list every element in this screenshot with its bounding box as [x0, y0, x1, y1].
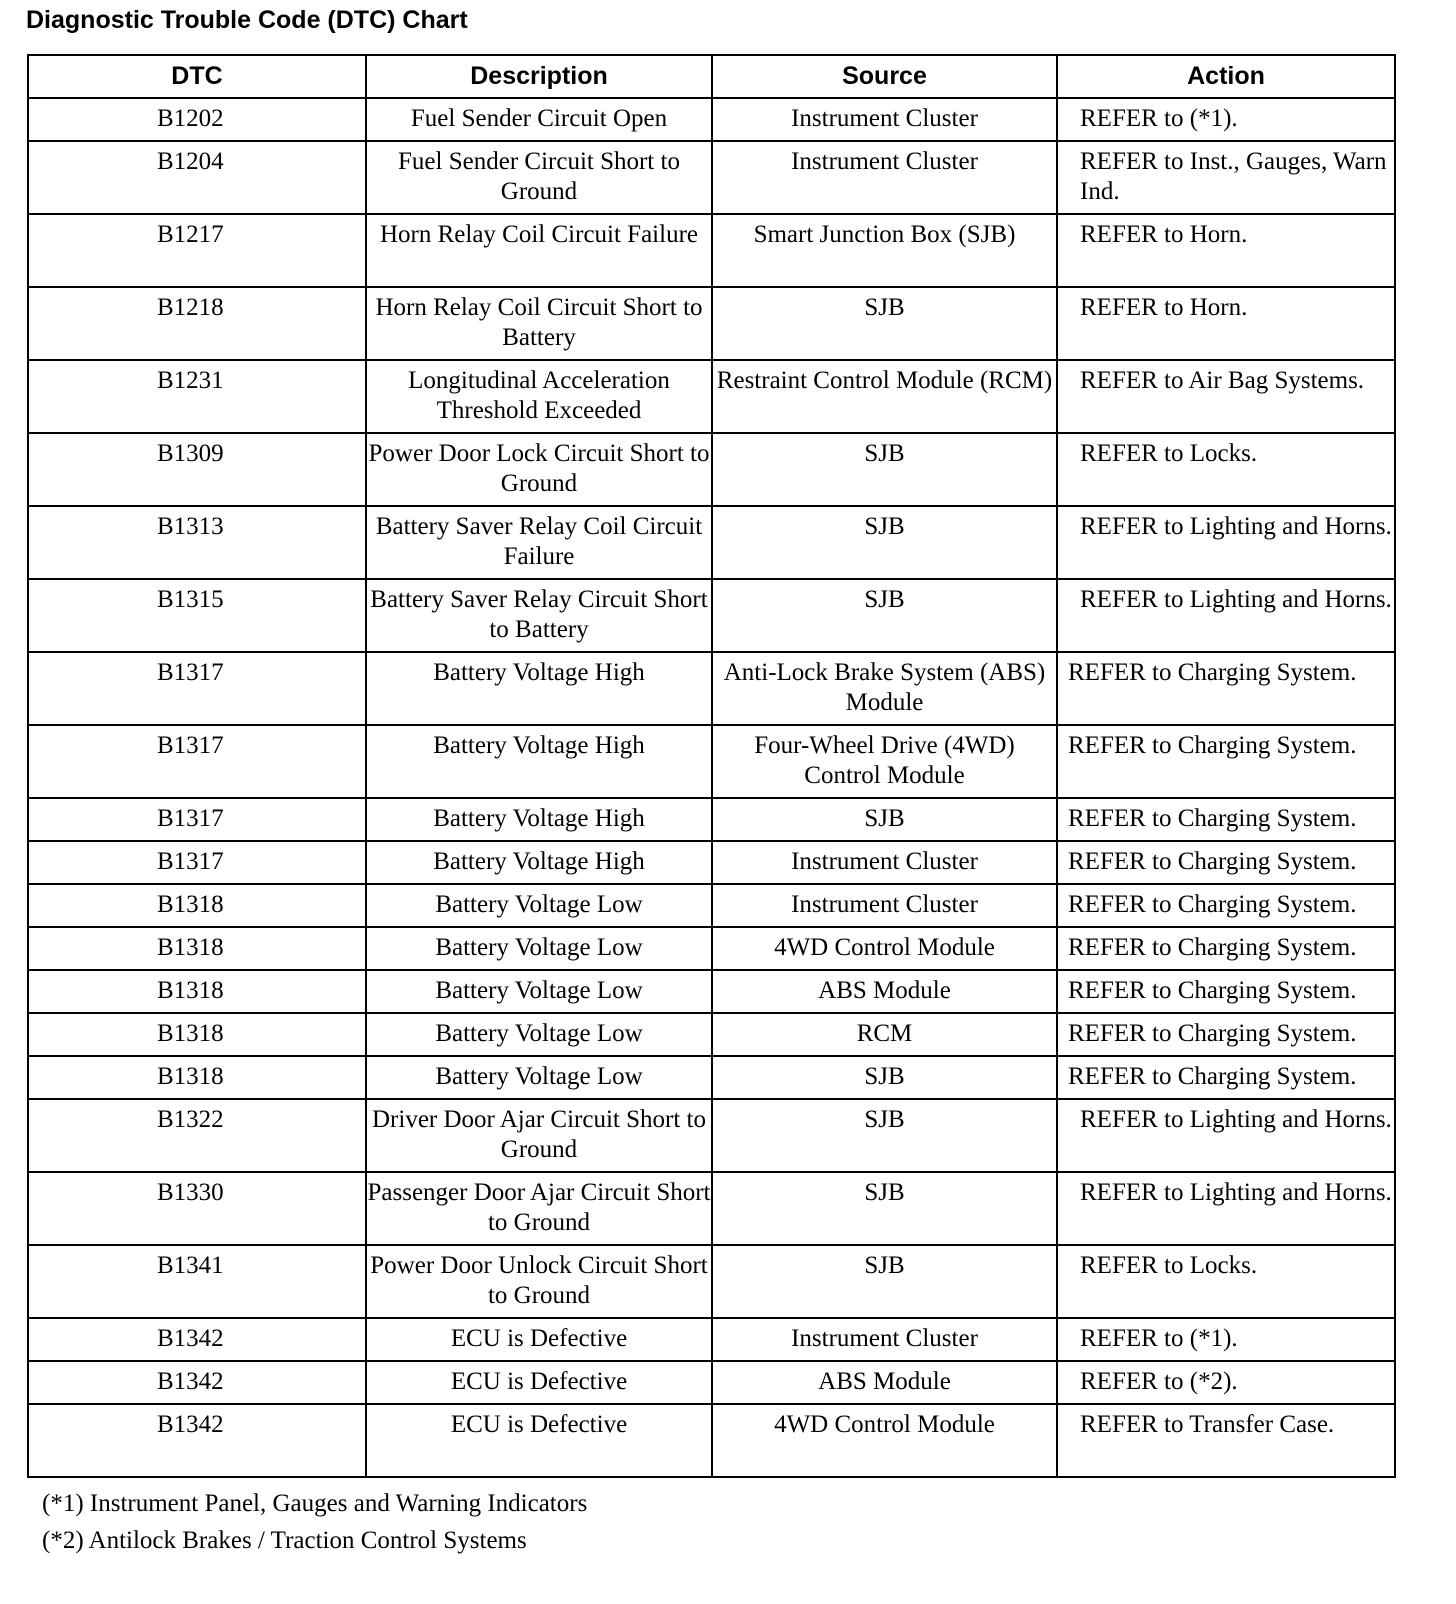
cell-dtc: B1309	[28, 433, 366, 506]
cell-dtc: B1342	[28, 1404, 366, 1477]
table-row	[28, 970, 1395, 1013]
header-source: Source	[712, 55, 1057, 98]
table-row	[28, 141, 1395, 214]
table-row	[28, 1318, 1395, 1361]
cell-source: Instrument Cluster	[712, 98, 1057, 141]
cell-description: Horn Relay Coil Circuit Short to Battery	[366, 287, 712, 360]
cell-source: Instrument Cluster	[712, 841, 1057, 884]
cell-description: Battery Voltage Low	[366, 1013, 712, 1056]
table-row	[28, 98, 1395, 141]
table-row	[28, 1056, 1395, 1099]
footnote-2: (*2) Antilock Brakes / Traction Control Systems	[42, 1527, 527, 1554]
table-row	[28, 1245, 1395, 1318]
cell-source: Four-Wheel Drive (4WD) Control Module	[712, 725, 1057, 798]
cell-source: ABS Module	[712, 1361, 1057, 1404]
cell-action: REFER to Locks.	[1057, 433, 1395, 506]
cell-source: SJB	[712, 1099, 1057, 1172]
cell-source: Instrument Cluster	[712, 1318, 1057, 1361]
cell-action: REFER to Horn.	[1057, 287, 1395, 360]
cell-dtc: B1204	[28, 141, 366, 214]
cell-dtc: B1318	[28, 970, 366, 1013]
cell-description: ECU is Defective	[366, 1318, 712, 1361]
table-row	[28, 506, 1395, 579]
cell-description: Battery Voltage Low	[366, 927, 712, 970]
cell-action: REFER to (*1).	[1057, 1318, 1395, 1361]
table-row	[28, 287, 1395, 360]
cell-description: Longitudinal Acceleration Threshold Exceeded	[366, 360, 712, 433]
table-row	[28, 841, 1395, 884]
cell-dtc: B1318	[28, 884, 366, 927]
cell-source: SJB	[712, 433, 1057, 506]
cell-action: REFER to Charging System.	[1057, 652, 1395, 725]
cell-description: Horn Relay Coil Circuit Failure	[366, 214, 712, 287]
table-row	[28, 214, 1395, 287]
cell-action: REFER to Lighting and Horns.	[1057, 1172, 1395, 1245]
cell-source: SJB	[712, 287, 1057, 360]
cell-action: REFER to Charging System.	[1057, 970, 1395, 1013]
header-description: Description	[366, 55, 712, 98]
cell-dtc: B1330	[28, 1172, 366, 1245]
cell-dtc: B1317	[28, 725, 366, 798]
cell-description: Battery Voltage Low	[366, 884, 712, 927]
cell-action: REFER to Horn.	[1057, 214, 1395, 287]
cell-action: REFER to Lighting and Horns.	[1057, 579, 1395, 652]
cell-dtc: B1342	[28, 1361, 366, 1404]
cell-dtc: B1317	[28, 652, 366, 725]
cell-description: Battery Voltage Low	[366, 970, 712, 1013]
cell-action: REFER to Inst., Gauges, Warn Ind.	[1057, 141, 1395, 214]
cell-source: ABS Module	[712, 970, 1057, 1013]
cell-action: REFER to Lighting and Horns.	[1057, 1099, 1395, 1172]
cell-description: Battery Voltage Low	[366, 1056, 712, 1099]
table-row	[28, 1013, 1395, 1056]
cell-dtc: B1318	[28, 927, 366, 970]
cell-dtc: B1318	[28, 1056, 366, 1099]
cell-dtc: B1341	[28, 1245, 366, 1318]
cell-dtc: B1217	[28, 214, 366, 287]
cell-source: SJB	[712, 1056, 1057, 1099]
cell-dtc: B1315	[28, 579, 366, 652]
cell-source: 4WD Control Module	[712, 927, 1057, 970]
cell-description: Battery Voltage High	[366, 652, 712, 725]
cell-dtc: B1318	[28, 1013, 366, 1056]
cell-dtc: B1317	[28, 841, 366, 884]
cell-action: REFER to Locks.	[1057, 1245, 1395, 1318]
cell-dtc: B1231	[28, 360, 366, 433]
cell-dtc: B1202	[28, 98, 366, 141]
cell-source: SJB	[712, 1172, 1057, 1245]
cell-source: SJB	[712, 579, 1057, 652]
cell-source: SJB	[712, 798, 1057, 841]
cell-description: Fuel Sender Circuit Open	[366, 98, 712, 141]
cell-description: ECU is Defective	[366, 1361, 712, 1404]
cell-action: REFER to Charging System.	[1057, 1056, 1395, 1099]
cell-source: 4WD Control Module	[712, 1404, 1057, 1477]
header-action: Action	[1057, 55, 1395, 98]
cell-action: REFER to Charging System.	[1057, 884, 1395, 927]
cell-action: REFER to Transfer Case.	[1057, 1404, 1395, 1477]
cell-dtc: B1313	[28, 506, 366, 579]
cell-description: Battery Voltage High	[366, 841, 712, 884]
table-row	[28, 927, 1395, 970]
cell-action: REFER to (*2).	[1057, 1361, 1395, 1404]
cell-action: REFER to Charging System.	[1057, 841, 1395, 884]
cell-source: Anti-Lock Brake System (ABS) Module	[712, 652, 1057, 725]
cell-description: Battery Voltage High	[366, 798, 712, 841]
cell-action: REFER to Charging System.	[1057, 1013, 1395, 1056]
table-row	[28, 798, 1395, 841]
table-row	[28, 1172, 1395, 1245]
cell-description: ECU is Defective	[366, 1404, 712, 1477]
cell-dtc: B1342	[28, 1318, 366, 1361]
table-row	[28, 360, 1395, 433]
table-header-row	[28, 55, 1395, 98]
cell-source: Instrument Cluster	[712, 141, 1057, 214]
cell-description: Power Door Unlock Circuit Short to Ground	[366, 1245, 712, 1318]
cell-source: SJB	[712, 1245, 1057, 1318]
cell-action: REFER to Charging System.	[1057, 725, 1395, 798]
cell-description: Power Door Lock Circuit Short to Ground	[366, 433, 712, 506]
cell-description: Battery Saver Relay Circuit Short to Battery	[366, 579, 712, 652]
table-row	[28, 725, 1395, 798]
table-row	[28, 1099, 1395, 1172]
header-dtc: DTC	[28, 55, 366, 98]
table-row	[28, 1361, 1395, 1404]
footnote-1: (*1) Instrument Panel, Gauges and Warning Indicators	[42, 1490, 588, 1517]
cell-description: Battery Voltage High	[366, 725, 712, 798]
cell-dtc: B1218	[28, 287, 366, 360]
cell-action: REFER to (*1).	[1057, 98, 1395, 141]
cell-description: Passenger Door Ajar Circuit Short to Ground	[366, 1172, 712, 1245]
cell-action: REFER to Air Bag Systems.	[1057, 360, 1395, 433]
cell-dtc: B1322	[28, 1099, 366, 1172]
table-row	[28, 884, 1395, 927]
cell-dtc: B1317	[28, 798, 366, 841]
dtc-table	[27, 54, 1396, 1478]
cell-source: SJB	[712, 506, 1057, 579]
table-row	[28, 652, 1395, 725]
cell-action: REFER to Charging System.	[1057, 927, 1395, 970]
cell-source: Smart Junction Box (SJB)	[712, 214, 1057, 287]
page-title: Diagnostic Trouble Code (DTC) Chart	[26, 6, 468, 34]
cell-source: Restraint Control Module (RCM)	[712, 360, 1057, 433]
cell-description: Fuel Sender Circuit Short to Ground	[366, 141, 712, 214]
table-row	[28, 433, 1395, 506]
cell-action: REFER to Lighting and Horns.	[1057, 506, 1395, 579]
table-row	[28, 579, 1395, 652]
table-row	[28, 1404, 1395, 1477]
cell-description: Battery Saver Relay Coil Circuit Failure	[366, 506, 712, 579]
cell-source: RCM	[712, 1013, 1057, 1056]
cell-source: Instrument Cluster	[712, 884, 1057, 927]
cell-description: Driver Door Ajar Circuit Short to Ground	[366, 1099, 712, 1172]
cell-action: REFER to Charging System.	[1057, 798, 1395, 841]
